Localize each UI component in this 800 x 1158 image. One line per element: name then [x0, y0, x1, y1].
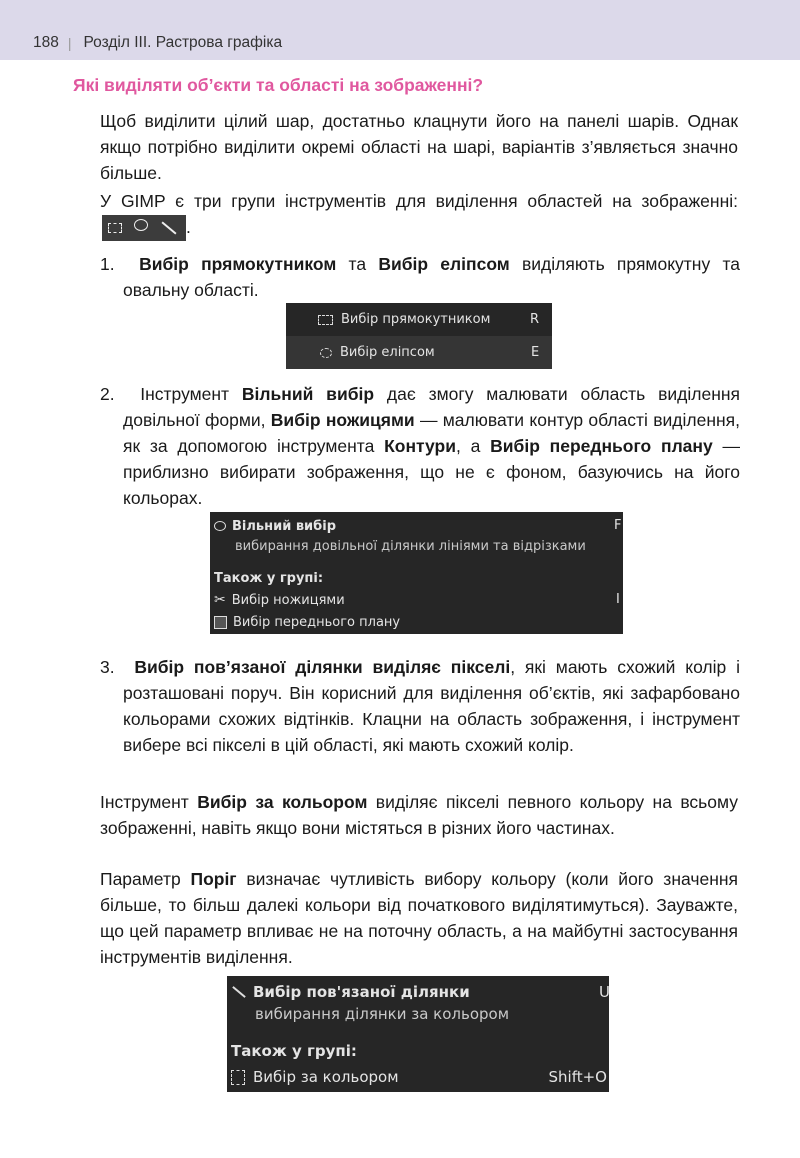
list-number: 3. — [100, 657, 115, 677]
selection-tool-icons — [102, 215, 186, 241]
paragraph-color-select — [100, 789, 738, 841]
magic-wand-icon — [160, 219, 180, 237]
paragraph-threshold — [100, 866, 738, 970]
menu-item-label: Вибір прямокутником — [341, 312, 491, 327]
list-item-2 — [100, 381, 740, 511]
group-item-foreground[interactable] — [214, 612, 400, 632]
group-label: Також у групі: — [214, 570, 324, 586]
magic-wand-icon — [232, 986, 246, 998]
text: , які мають схожий колір і розташовані поруч. Він корисний для виділення об’єктів, які зафарбовано кольорами схожих відтінків. Клацни на область зображення, і інструмент вибере всі пікселі в цій області, які мають схожий колір. — [123, 657, 740, 755]
tooltip-description: вибирання довільної ділянки лініями та відрізками — [235, 538, 586, 554]
group-label: Також у групі: — [231, 1042, 357, 1060]
page-number: 188 — [33, 34, 59, 51]
group-item-color-select[interactable] — [231, 1066, 607, 1088]
menu-item-ellipse-select[interactable] — [286, 336, 552, 369]
gimp-tooltip-free-select — [210, 512, 623, 634]
foreground-select-icon — [214, 616, 227, 629]
gimp-tooltip-fuzzy-select — [227, 976, 609, 1092]
tooltip-title-row — [214, 516, 336, 536]
text: Інструмент — [140, 384, 242, 404]
group-item-label: Вибір за кольором — [253, 1068, 399, 1086]
group-item-shortcut: I — [616, 592, 620, 607]
rect-select-icon — [318, 315, 333, 325]
list-number: 2. — [100, 384, 115, 404]
text: виділяє пікселі певного кольору на всьому зображенні, навіть якщо вони містяться в різних його частинах. — [100, 792, 739, 838]
header-separator: | — [67, 35, 72, 51]
group-item-scissors[interactable] — [214, 590, 345, 610]
tooltip-shortcut: F — [614, 518, 622, 533]
text: та — [336, 254, 379, 274]
group-item-label: Вибір переднього плану — [233, 614, 401, 630]
text: — малювати контур області виділення, як за допомогою інструмента — [123, 410, 740, 456]
list-item-3 — [100, 654, 740, 758]
text: визначає чутливість вибору кольору (коли його значення більше, то більш далекі кольори від початкового виділятимуться). Зауважте, що цей параметр впливає не на поточну область, а на майбутні застосування інструментів виділення. — [100, 869, 738, 967]
group-item-label: Вибір ножицями — [231, 592, 345, 608]
tooltip-shortcut: U — [599, 983, 610, 1001]
list-number: 1. — [100, 254, 115, 274]
text: Інструмент — [100, 792, 198, 812]
running-header — [0, 26, 800, 60]
text: дає змогу малювати область виділення довільної форми, — [123, 384, 740, 430]
term-ellipse-select: Вибір еліпсом — [378, 254, 510, 274]
group-item-shortcut: Shift+O — [548, 1068, 607, 1086]
term-paths: Контури — [384, 436, 456, 456]
scissors-icon: ✂ — [214, 592, 226, 608]
text: Параметр — [100, 869, 191, 889]
term-rect-select: Вибір прямокутником — [139, 254, 337, 274]
lasso-select-icon — [134, 219, 154, 237]
text: , а — [456, 436, 491, 456]
text: — приблизно вибирати зображення, що не є фоном, базуючись на його кольорах. — [123, 436, 740, 508]
intro-paragraph-2-end: . — [186, 217, 191, 237]
menu-item-rect-select[interactable] — [286, 305, 552, 334]
intro-paragraph-1: Щоб виділити цілий шар, достатньо клацнути його на панелі шарів. Однак якщо потрібно виділити окремі області на шарі, варіантів з’являється значно більше. — [100, 111, 738, 183]
text: виділяють прямокутну та овальну області. — [123, 254, 741, 300]
intro-paragraph-2-text: У GIMP є три групи інструментів для виділення областей на зображенні: — [100, 191, 738, 211]
menu-item-shortcut: R — [530, 312, 540, 327]
tooltip-title: Вільний вибір — [232, 518, 337, 534]
term-fuzzy-select: Вибір пов’язаної ділянки виділяє пікселі — [134, 657, 511, 677]
menu-item-label: Вибір еліпсом — [340, 345, 435, 360]
list-item-1 — [100, 251, 740, 303]
menu-item-shortcut: E — [531, 345, 540, 360]
term-foreground-select: Вибір переднього плану — [490, 436, 713, 456]
term-scissors-select: Вибір ножицями — [270, 410, 415, 430]
tooltip-description: вибирання ділянки за кольором — [255, 1005, 510, 1023]
gimp-menu-rect-ellipse — [286, 303, 552, 369]
lasso-icon — [214, 521, 226, 531]
section-heading: Які виділяти об’єкти та області на зображенні? — [73, 75, 484, 95]
term-color-select: Вибір за кольором — [197, 792, 368, 812]
tooltip-title: Вибір пов'язаної ділянки — [253, 983, 470, 1001]
tooltip-title-row — [231, 981, 470, 1003]
section-title: Розділ III. Растрова графіка — [83, 34, 283, 51]
ellipse-select-icon — [320, 348, 332, 358]
rect-select-icon — [108, 219, 128, 237]
intro-paragraph-2 — [100, 188, 738, 241]
term-free-select: Вільний вибір — [241, 384, 375, 404]
term-threshold: Поріг — [190, 869, 237, 889]
color-select-icon — [231, 1070, 245, 1085]
